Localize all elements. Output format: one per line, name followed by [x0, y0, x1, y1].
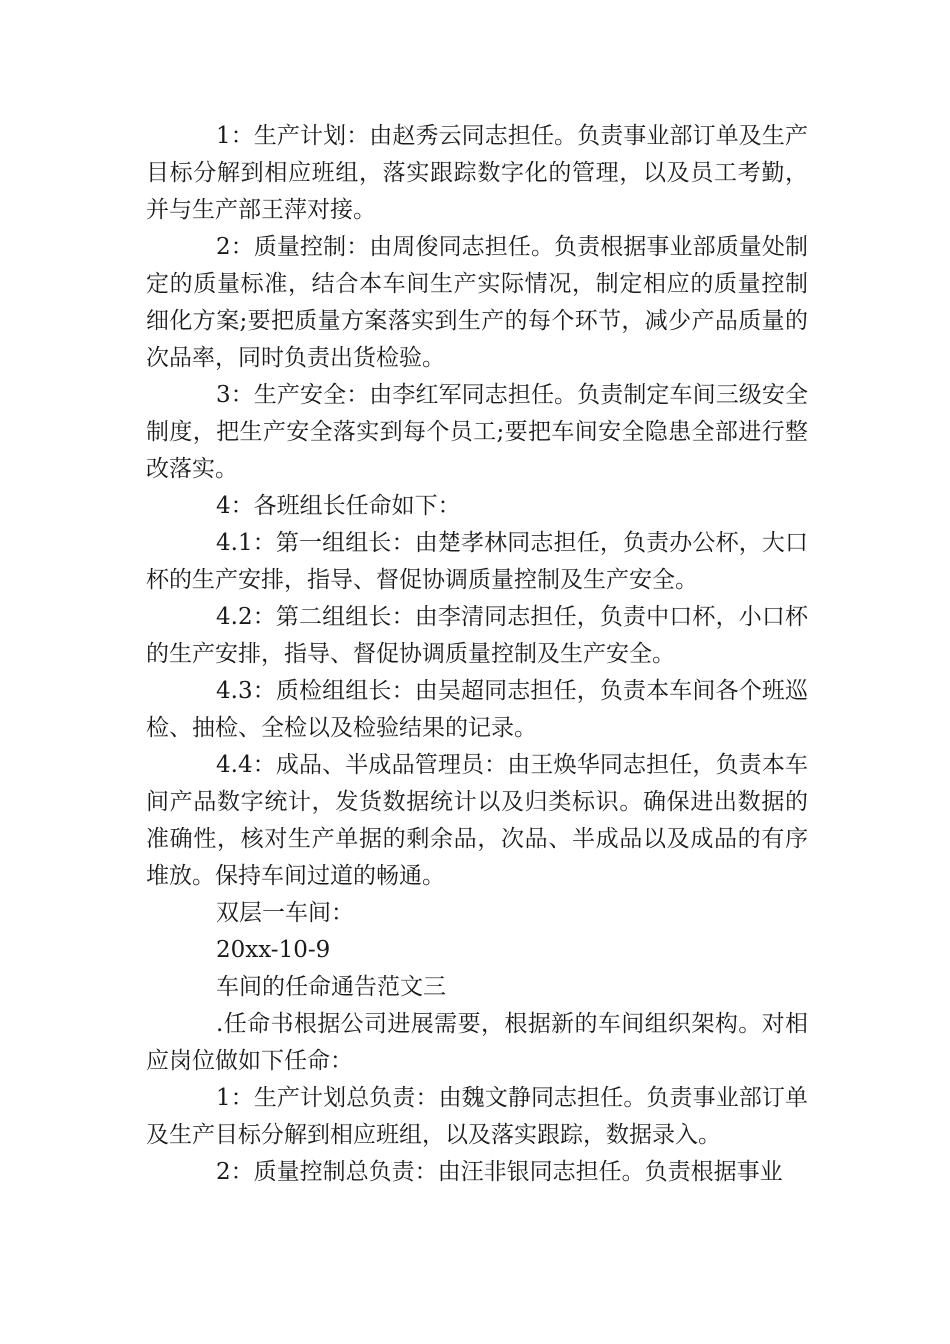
paragraph-team-two-leader: 4.2：第二组组长：由李清同志担任，负责中口杯，小口杯的生产安排，指导、督促协调质量控制及生产安全。 — [146, 604, 808, 667]
signature-workshop: 双层一车间： — [216, 900, 354, 926]
section-title-sample-three: 车间的任命通告范文三 — [216, 974, 446, 1000]
paragraph-appointment-intro: .任命书根据公司进展需要，根据新的车间组织架构。对相应岗位做如下任命： — [146, 1011, 808, 1074]
paragraph-team-leaders-heading: 4：各班组长任命如下： — [216, 493, 461, 519]
paragraph-production-plan: 1：生产计划：由赵秀云同志担任。负责事业部订单及生产目标分解到相应班组，落实跟踪数字化的管理，以及员工考勤，并与生产部王萍对接。 — [146, 123, 808, 223]
paragraph-team-one-leader: 4.1：第一组组长：由楚孝林同志担任，负责办公杯，大口杯的生产安排，指导、督促协调质量控制及生产安全。 — [146, 530, 808, 593]
paragraph-production-safety: 3：生产安全：由李红军同志担任。负责制定车间三级安全制度，把生产安全落实到每个员工;要把车间安全隐患全部进行整改落实。 — [146, 382, 808, 482]
paragraph-quality-control: 2：质量控制：由周俊同志担任。负责根据事业部质量处制定的质量标准，结合本车间生产实际情况，制定相应的质量控制细化方案;要把质量方案落实到生产的每个环节，减少产品质量的次品率，同时负责出货检验。 — [146, 234, 808, 371]
paragraph-quality-control-lead: 2：质量控制总负责：由汪非银同志担任。负责根据事业 — [216, 1159, 783, 1185]
document-body — [146, 118, 808, 1191]
paragraph-goods-manager: 4.4：成品、半成品管理员：由王焕华同志担任，负责本车间产品数字统计，发货数据统计以及归类标识。确保进出数据的准确性，核对生产单据的剩余品，次品、半成品以及成品的有序堆放。保持车间过道的畅通。 — [146, 752, 808, 889]
paragraph-qc-team-leader: 4.3：质检组组长：由吴超同志担任，负责本车间各个班巡检、抽检、全检以及检验结果的记录。 — [146, 678, 808, 741]
paragraph-production-plan-lead: 1：生产计划总负责：由魏文静同志担任。负责事业部订单及生产目标分解到相应班组，以及落实跟踪，数据录入。 — [146, 1085, 808, 1148]
signature-date: 20xx-10-9 — [216, 937, 331, 963]
